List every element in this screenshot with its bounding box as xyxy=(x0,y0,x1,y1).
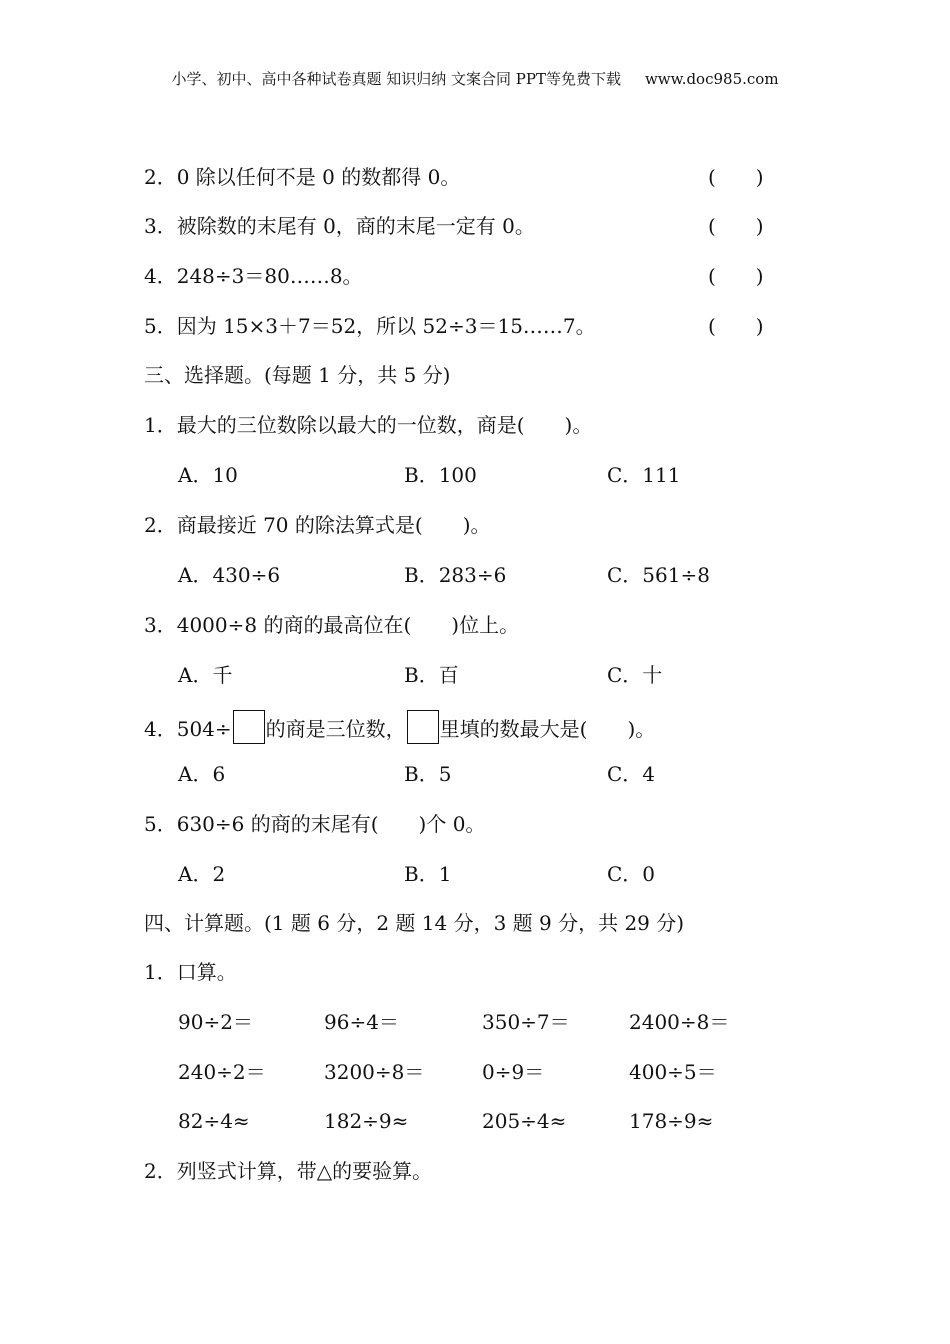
answer-paren-3[interactable]: ( ) xyxy=(708,214,764,238)
calc-item: 2400÷8＝ xyxy=(629,1010,730,1034)
judge-item-4: 4．248÷3＝80……8。 xyxy=(144,264,363,288)
calc-item: 182÷9≈ xyxy=(324,1109,409,1133)
section-calc-title: 四、计算题。(1 题 6 分，2 题 14 分，3 题 9 分，共 29 分) xyxy=(144,911,685,935)
section-choice-title: 三、选择题。(每题 1 分，共 5 分) xyxy=(144,363,451,387)
choice-q5-stem: 5．630÷6 的商的末尾有( )个 0。 xyxy=(144,812,486,836)
answer-paren-2[interactable]: ( ) xyxy=(708,165,764,189)
calc-q1-label: 1．口算。 xyxy=(144,960,237,984)
blank-box-2[interactable] xyxy=(407,710,439,744)
answer-paren-5[interactable]: ( ) xyxy=(708,314,764,338)
choice-q1-option-a[interactable]: A．10 xyxy=(178,463,238,487)
choice-q4-stem-part2: 的商是三位数， xyxy=(265,717,406,741)
choice-q1-option-b[interactable]: B．100 xyxy=(404,463,477,487)
calc-item: 205÷4≈ xyxy=(482,1109,567,1133)
choice-q2-option-a[interactable]: A．430÷6 xyxy=(178,563,281,587)
judge-item-2: 2．0 除以任何不是 0 的数都得 0。 xyxy=(144,165,461,189)
choice-q2-option-b[interactable]: B．283÷6 xyxy=(404,563,507,587)
judge-item-5: 5．因为 15×3＋7＝52，所以 52÷3＝15……7。 xyxy=(144,314,596,338)
choice-q4-option-c[interactable]: C．4 xyxy=(607,762,656,786)
choice-q4-stem-part1: 4．504÷ xyxy=(144,717,232,741)
choice-q3-option-c[interactable]: C．十 xyxy=(607,663,663,687)
header-text: 小学、初中、高中各种试卷真题 知识归纳 文案合同 PPT等免费下载 xyxy=(171,70,621,88)
calc-q2-label: 2．列竖式计算，带△的要验算。 xyxy=(144,1159,433,1183)
calc-item: 96÷4＝ xyxy=(324,1010,399,1034)
choice-q3-stem: 3．4000÷8 的商的最高位在( )位上。 xyxy=(144,613,520,637)
answer-paren-4[interactable]: ( ) xyxy=(708,264,764,288)
calc-item: 350÷7＝ xyxy=(482,1010,570,1034)
calc-item: 178÷9≈ xyxy=(629,1109,714,1133)
choice-q5-option-a[interactable]: A．2 xyxy=(178,862,226,886)
choice-q3-option-b[interactable]: B．百 xyxy=(404,663,459,687)
calc-item: 240÷2＝ xyxy=(178,1060,266,1084)
choice-q1-stem: 1．最大的三位数除以最大的一位数，商是( )。 xyxy=(144,413,593,437)
choice-q2-stem: 2．商最接近 70 的除法算式是( )。 xyxy=(144,513,491,537)
header-site: www.doc985.com xyxy=(644,70,779,88)
choice-q5-option-c[interactable]: C．0 xyxy=(607,862,656,886)
choice-q5-option-b[interactable]: B．1 xyxy=(404,862,452,886)
choice-q2-option-c[interactable]: C．561÷8 xyxy=(607,563,710,587)
calc-item: 0÷9＝ xyxy=(482,1060,545,1084)
blank-box[interactable] xyxy=(233,710,265,744)
choice-q4-stem xyxy=(144,710,655,744)
choice-q4-option-b[interactable]: B．5 xyxy=(404,762,452,786)
choice-q1-option-c[interactable]: C．111 xyxy=(607,463,681,487)
page-header xyxy=(0,68,950,89)
judge-item-3: 3．被除数的末尾有 0，商的末尾一定有 0。 xyxy=(144,214,535,238)
choice-q4-option-a[interactable]: A．6 xyxy=(178,762,226,786)
calc-item: 400÷5＝ xyxy=(629,1060,717,1084)
choice-q3-option-a[interactable]: A．千 xyxy=(178,663,233,687)
calc-item: 90÷2＝ xyxy=(178,1010,253,1034)
calc-item: 3200÷8＝ xyxy=(324,1060,425,1084)
calc-item: 82÷4≈ xyxy=(178,1109,250,1133)
choice-q4-stem-part3: 里填的数最大是( )。 xyxy=(439,717,656,741)
